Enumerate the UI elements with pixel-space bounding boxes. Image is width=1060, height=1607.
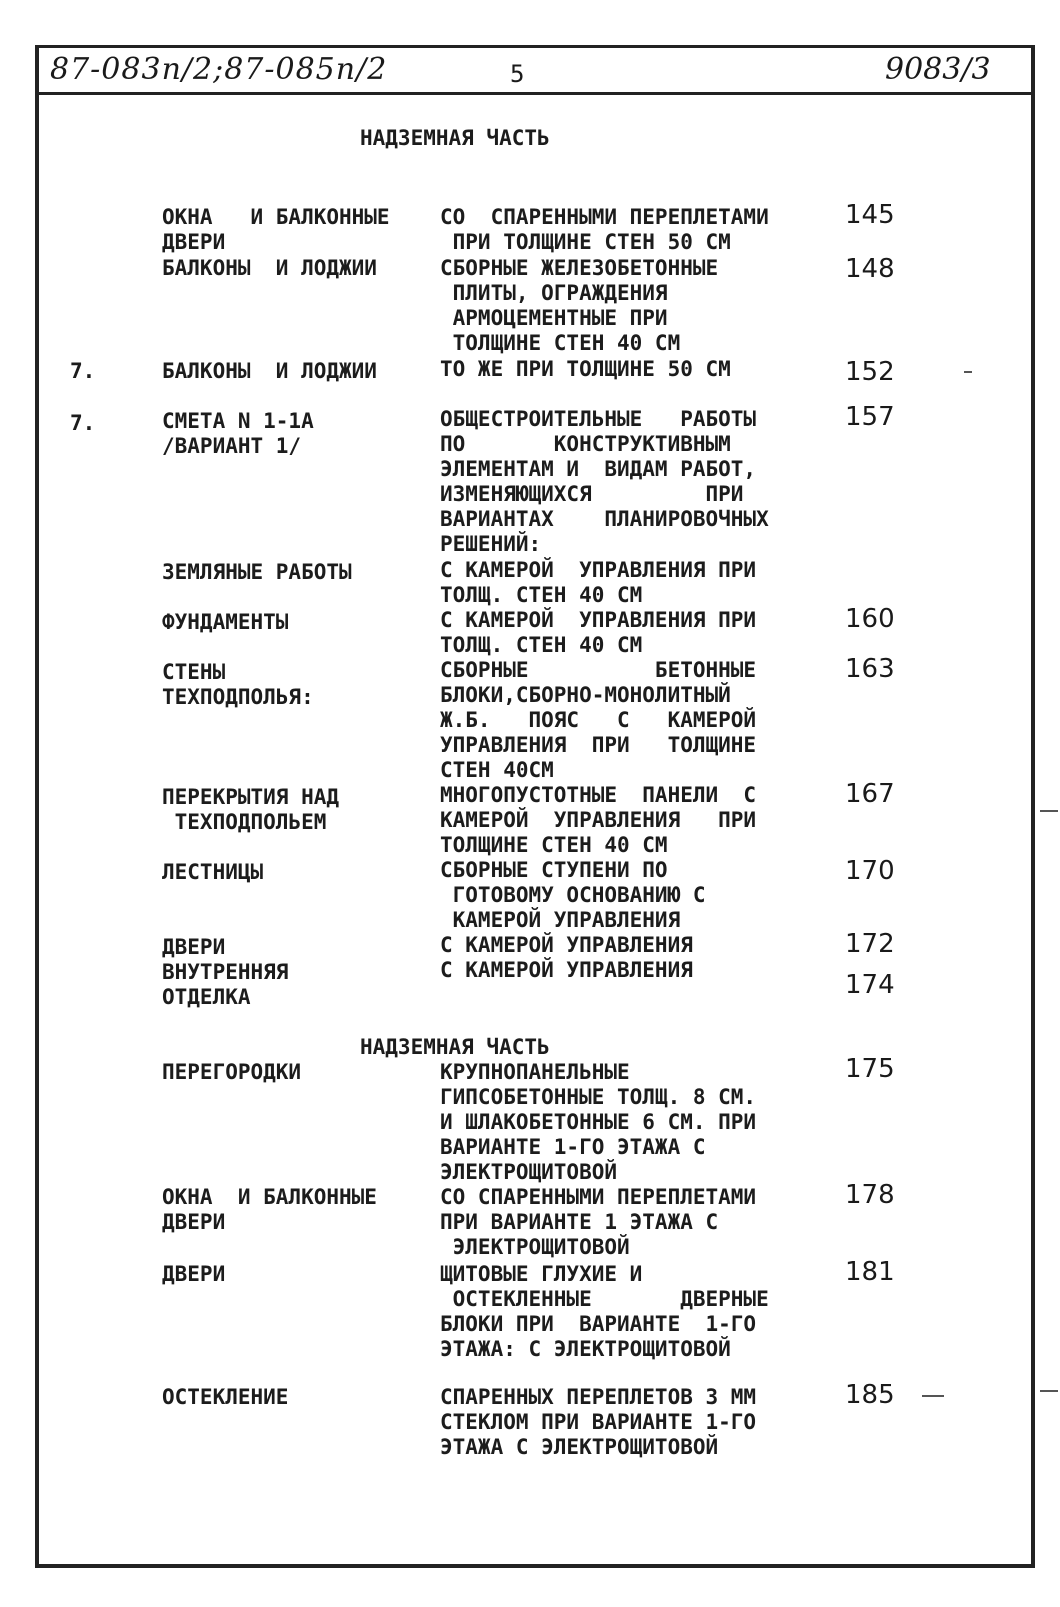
row-left: СТЕНЫ ТЕХПОДПОЛЬЯ:: [162, 660, 314, 709]
section-title: НАДЗЕМНАЯ ЧАСТЬ: [360, 1035, 550, 1059]
row-right: ОБЩЕСТРОИТЕЛЬНЫЕ РАБОТЫ ПО КОНСТРУКТИВНЫМ ЭЛЕМЕНТАМ И ВИДАМ РАБОТ, ИЗМЕНЯЮЩИХСЯ ПРИ ВАРИАНТАХ ПЛАНИРОВОЧНЫХ РЕШЕНИЙ:: [440, 407, 769, 556]
row-page: 174: [845, 970, 895, 1000]
row-page: 185: [845, 1380, 895, 1410]
row-page: 145: [845, 200, 895, 230]
row-left: ФУНДАМЕНТЫ: [162, 610, 289, 634]
row-right: КРУПНОПАНЕЛЬНЫЕ ГИПСОБЕТОННЫЕ ТОЛЩ. 8 СМ. И ШЛАКОБЕТОННЫЕ 6 СМ. ПРИ ВАРИАНТЕ 1-ГО ЭТАЖА С ЭЛЕКТРОЩИТОВОЙ: [440, 1060, 757, 1184]
row-page: 178: [845, 1180, 895, 1210]
row-left: ЛЕСТНИЦЫ: [162, 860, 264, 884]
row-right: СБОРНЫЕ СТУПЕНИ ПО ГОТОВОМУ ОСНОВАНИЮ С КАМЕРОЙ УПРАВЛЕНИЯ: [440, 858, 706, 932]
row-page: 181: [845, 1257, 895, 1287]
row-page: 148: [845, 254, 895, 284]
row-right: СО СПАРЕННЫМИ ПЕРЕПЛЕТАМИ ПРИ ТОЛЩИНЕ СТЕН 50 СМ: [440, 205, 769, 254]
row-left: ОСТЕКЛЕНИЕ: [162, 1385, 289, 1409]
row-right: С КАМЕРОЙ УПРАВЛЕНИЯ: [440, 958, 693, 982]
scan-mark: [1040, 1390, 1058, 1392]
row-right: МНОГОПУСТОТНЫЕ ПАНЕЛИ С КАМЕРОЙ УПРАВЛЕНИЯ ПРИ ТОЛЩИНЕ СТЕН 40 СМ: [440, 783, 757, 857]
row-right: ТО ЖЕ ПРИ ТОЛЩИНЕ 50 СМ: [440, 357, 731, 381]
row-right: СПАРЕННЫХ ПЕРЕПЛЕТОВ 3 ММ СТЕКЛОМ ПРИ ВАРИАНТЕ 1-ГО ЭТАЖА С ЭЛЕКТРОЩИТОВОЙ: [440, 1385, 757, 1459]
row-left: ПЕРЕГОРОДКИ: [162, 1060, 302, 1084]
scan-mark: [964, 371, 972, 373]
row-left: ДВЕРИ: [162, 935, 226, 959]
row-right: СБОРНЫЕ ЖЕЛЕЗОБЕТОННЫЕ ПЛИТЫ, ОГРАЖДЕНИЯ АРМОЦЕМЕНТНЫЕ ПРИ ТОЛЩИНЕ СТЕН 40 СМ: [440, 256, 719, 355]
row-right: СБОРНЫЕ БЕТОННЫЕ БЛОКИ,СБОРНО-МОНОЛИТНЫЙ Ж.Б. ПОЯС С КАМЕРОЙ УПРАВЛЕНИЯ ПРИ ТОЛЩИНЕ СТЕН 40СМ: [440, 658, 757, 782]
row-right: С КАМЕРОЙ УПРАВЛЕНИЯ: [440, 933, 693, 957]
row-number: 7.: [70, 359, 96, 383]
row-page: 172: [845, 929, 895, 959]
row-right: С КАМЕРОЙ УПРАВЛЕНИЯ ПРИ ТОЛЩ. СТЕН 40 СМ: [440, 558, 757, 607]
row-page: 152: [845, 357, 895, 387]
scan-mark: [922, 1395, 944, 1397]
scan-mark: [1040, 810, 1058, 812]
row-page: 157: [845, 402, 895, 432]
row-left: БАЛКОНЫ И ЛОДЖИИ: [162, 359, 377, 383]
document-code: 87-083п/2;87-085п/2: [50, 52, 388, 87]
row-right: СО СПАРЕННЫМИ ПЕРЕПЛЕТАМИ ПРИ ВАРИАНТЕ 1 ЭТАЖА С ЭЛЕКТРОЩИТОВОЙ: [440, 1185, 757, 1259]
row-number: 7.: [70, 411, 96, 435]
row-left: ДВЕРИ: [162, 1262, 226, 1286]
row-left: СМЕТА N 1-1А /ВАРИАНТ 1/: [162, 409, 314, 458]
row-page: 170: [845, 856, 895, 886]
row-left: БАЛКОНЫ И ЛОДЖИИ: [162, 256, 377, 280]
header-divider: [35, 92, 1035, 95]
row-page: 163: [845, 654, 895, 684]
page-number: 5: [510, 60, 525, 88]
row-left: ВНУТРЕННЯЯ ОТДЕЛКА: [162, 960, 289, 1009]
row-right: С КАМЕРОЙ УПРАВЛЕНИЯ ПРИ ТОЛЩ. СТЕН 40 СМ: [440, 608, 757, 657]
row-page: 167: [845, 779, 895, 809]
row-page: 160: [845, 604, 895, 634]
row-left: ОКНА И БАЛКОННЫЕ ДВЕРИ: [162, 1185, 377, 1234]
row-page: 175: [845, 1054, 895, 1084]
row-left: ОКНА И БАЛКОННЫЕ ДВЕРИ: [162, 205, 390, 254]
row-left: ЗЕМЛЯНЫЕ РАБОТЫ: [162, 560, 352, 584]
row-right: ЩИТОВЫЕ ГЛУХИЕ И ОСТЕКЛЕННЫЕ ДВЕРНЫЕ БЛОКИ ПРИ ВАРИАНТЕ 1-ГО ЭТАЖА: С ЭЛЕКТРОЩИТОВОЙ: [440, 1262, 769, 1361]
section-title: НАДЗЕМНАЯ ЧАСТЬ: [360, 126, 550, 150]
document-number: 9083/3: [885, 52, 991, 87]
row-left: ПЕРЕКРЫТИЯ НАД ТЕХПОДПОЛЬЕМ: [162, 785, 340, 834]
